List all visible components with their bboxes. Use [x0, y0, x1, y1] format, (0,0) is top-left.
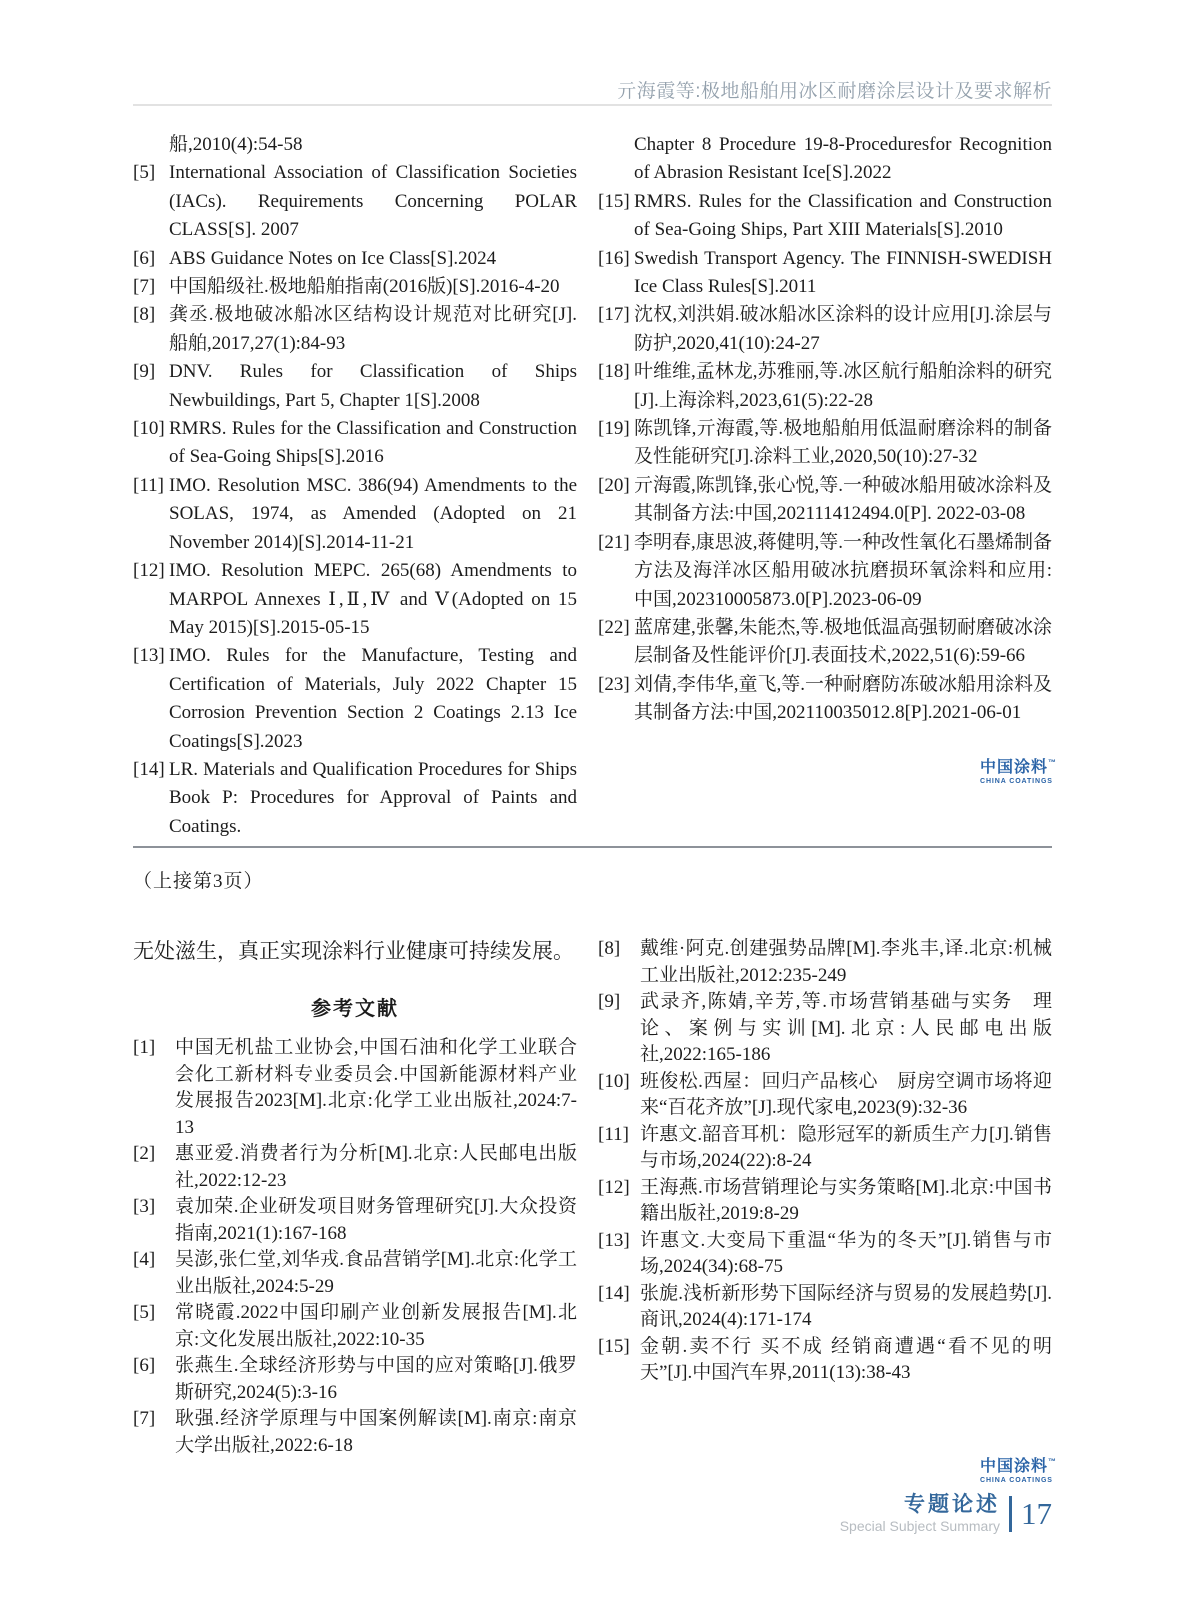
reference-text: International Association of Classification Societies (IACs). Requirements Concerning POLAR CLASS[S]. 2007: [169, 162, 577, 241]
page-number: 17: [1021, 1496, 1052, 1531]
reference-text: 刘倩,李伟华,童飞,等.一种耐磨防冻破冰船用涂料及其制备方法:中国,202110035012.8[P].2021-06-01: [634, 673, 1053, 724]
reference-text: 许惠文.韶音耳机：隐形冠军的新质生产力[J].销售与市场,2024(22):8-24: [640, 1123, 1052, 1171]
reference-item: [133, 1353, 577, 1406]
reference-item: [598, 989, 1052, 1069]
reference-text: 船,2010(4):54-58: [169, 134, 303, 155]
reference-item: [133, 415, 577, 472]
reference-text: 王海燕.市场营销理论与实务策略[M].北京:中国书籍出版社,2019:8-29: [640, 1176, 1052, 1224]
reference-number: [19]: [598, 418, 630, 440]
reference-number: [2]: [133, 1143, 156, 1164]
reference-list: [133, 131, 577, 841]
header-rule: [133, 104, 1052, 106]
reference-item: [598, 415, 1052, 472]
reference-item: [133, 301, 577, 358]
trademark-mark: ™: [1048, 1456, 1057, 1466]
reference-number: [8]: [133, 304, 156, 326]
reference-number: [21]: [598, 531, 630, 553]
reference-text: 张燕生.全球经济形势与中国的应对策略[J].俄罗斯研究,2024(5):3-16: [175, 1355, 577, 1403]
bottom-column-right: [598, 936, 1057, 1484]
reference-text: 蓝席建,张馨,朱能杰,等.极地低温高强韧耐磨破冰涂层制备及性能评价[J].表面技术,2022,51(6):59-66: [634, 616, 1053, 667]
reference-item: [133, 1247, 577, 1300]
reference-text: 张旎.浅析新形势下国际经济与贸易的发展趋势[J].商讯,2024(4):171-174: [640, 1282, 1052, 1330]
reference-number: [22]: [598, 616, 630, 638]
reference-number: [3]: [133, 1196, 156, 1217]
reference-list: [598, 131, 1052, 728]
footer-section-title-en: Special Subject Summary: [839, 1518, 1000, 1534]
reference-number: [6]: [133, 247, 156, 269]
reference-number: [8]: [598, 938, 621, 959]
reference-number: [12]: [598, 1176, 630, 1198]
reference-item: [133, 1035, 577, 1141]
reference-number: [15]: [598, 190, 630, 212]
reference-list: [598, 936, 1052, 1387]
reference-text: 袁加荣.企业研发项目财务管理研究[J].大众投资指南,2021(1):167-168: [175, 1196, 577, 1244]
reference-number: [16]: [598, 247, 630, 269]
reference-item: [133, 245, 577, 273]
logo-english-text: CHINA COATINGS: [980, 777, 1053, 785]
logo-english-text: CHINA COATINGS: [980, 1476, 1053, 1484]
footer-divider-bar: [1009, 1496, 1012, 1532]
references-heading: 参考文献: [311, 998, 399, 1020]
references-column-right: [598, 131, 1057, 841]
reference-item: [598, 188, 1052, 245]
logo-chinese-text: [980, 754, 1057, 777]
reference-item: [598, 529, 1052, 614]
reference-item: [133, 358, 577, 415]
reference-number: [11]: [598, 1123, 629, 1145]
reference-text: ABS Guidance Notes on Ice Class[S].2024: [169, 247, 497, 269]
reference-item: [133, 756, 577, 841]
reference-item: [133, 1300, 577, 1353]
reference-item: [133, 159, 577, 244]
china-coatings-logo: [980, 754, 1057, 785]
continued-from-note: （上接第3页）: [133, 871, 264, 892]
reference-text: 许惠文.大变局下重温“华为的冬天”[J].销售与市场,2024(34):68-75: [640, 1229, 1052, 1277]
reference-text: Swedish Transport Agency. The FINNISH-SWEDISH Ice Class Rules[S].2011: [634, 247, 1052, 298]
logo-chinese-text: [980, 1453, 1057, 1476]
reference-item: [598, 1228, 1052, 1281]
reference-item: [598, 1281, 1052, 1334]
reference-number: [6]: [133, 1355, 156, 1376]
reference-continuation: [133, 131, 577, 159]
reference-number: [4]: [133, 1249, 156, 1270]
logo-cn-label: 中国涂料: [980, 758, 1049, 776]
reference-number: [10]: [133, 418, 165, 440]
reference-number: [9]: [598, 991, 621, 1012]
references-column-left: [133, 131, 577, 841]
reference-number: [13]: [598, 1229, 630, 1251]
reference-number: [11]: [133, 474, 164, 496]
reference-number: [13]: [133, 645, 165, 667]
logo-cn-label: 中国涂料: [980, 1457, 1049, 1475]
reference-number: [7]: [133, 276, 156, 298]
reference-number: [14]: [133, 758, 165, 780]
reference-number: [12]: [133, 560, 165, 582]
trademark-mark: ™: [1048, 757, 1057, 767]
page-footer: [840, 1494, 1052, 1534]
reference-text: 沈权,刘洪娟.破冰船冰区涂料的设计应用[J].涂层与防护,2020,41(10):24-27: [634, 304, 1052, 354]
reference-number: [5]: [133, 162, 156, 184]
reference-number: [15]: [598, 1335, 630, 1357]
logo-wrapper: [598, 1453, 1057, 1484]
reference-item: [598, 1175, 1052, 1228]
reference-text: 常晓霞.2022中国印刷产业创新发展报告[M].北京:文化发展出版社,2022:10-35: [175, 1302, 577, 1350]
reference-text: 李明春,康思波,蒋健明,等.一种改性氧化石墨烯制备方法及海洋冰区船用破冰抗磨损环氧涂料和应用:中国,202310005873.0[P].2023-06-09: [634, 531, 1053, 610]
reference-item: [133, 642, 577, 756]
reference-text: 陈凯锋,亓海霞,等.极地船舶用低温耐磨涂料的制备及性能研究[J].涂料工业,2020,50(10):27-32: [634, 418, 1052, 468]
logo-wrapper: [598, 754, 1057, 785]
reference-text: 武录齐,陈婧,辛芳,等.市场营销基础与实务 理论、案例与实训[M].北京:人民邮电出版社,2022:165-186: [640, 991, 1052, 1065]
reference-number: [18]: [598, 361, 630, 383]
reference-item: [598, 671, 1052, 728]
reference-item: [598, 614, 1052, 671]
reference-item: [133, 472, 577, 557]
reference-item: [133, 1194, 577, 1247]
reference-text: RMRS. Rules for the Classification and Construction of Sea-Going Ships, Part XIII Materials[S].2010: [634, 190, 1052, 241]
reference-text: 龚丞.极地破冰船冰区结构设计规范对比研究[J].船舶,2017,27(1):84-93: [169, 304, 577, 354]
reference-item: [598, 1069, 1052, 1122]
reference-number: [5]: [133, 1302, 156, 1323]
reference-item: [133, 273, 577, 301]
reference-number: [17]: [598, 304, 630, 326]
reference-text: DNV. Rules for Classification of Ships Newbuildings, Part 5, Chapter 1[S].2008: [169, 361, 577, 411]
reference-item: [598, 245, 1052, 302]
reference-text: IMO. Resolution MSC. 386(94) Amendments to the SOLAS, 1974, as Amended (Adopted on 21 November 2014)[S].2014-11-21: [169, 474, 577, 553]
reference-text: RMRS. Rules for the Classification and Construction of Sea-Going Ships[S].2016: [169, 418, 577, 468]
reference-text: 耿强.经济学原理与中国案例解读[M].南京:南京大学出版社,2022:6-18: [175, 1408, 577, 1456]
reference-item: [598, 936, 1052, 989]
reference-item: [133, 1141, 577, 1194]
reference-text: 班俊松.西屋：回归产品核心 厨房空调市场将迎来“百花齐放”[J].现代家电,2023(9):32-36: [640, 1070, 1052, 1118]
reference-item: [598, 472, 1052, 529]
reference-text: IMO. Resolution MEPC. 265(68) Amendments to MARPOL Annexes Ⅰ,Ⅱ,Ⅳ and Ⅴ(Adopted on 15 May 2015)[S].2015-05-15: [169, 560, 577, 638]
reference-item: [133, 1406, 577, 1459]
running-header-title: 亓海霞等:极地船舶用冰区耐磨涂层设计及要求解析: [617, 81, 1052, 102]
reference-text: IMO. Rules for the Manufacture, Testing and Certification of Materials, July 2022 Chapter 15 Corrosion Prevention Section 2 Coatings 2.13 Ice Coatings[S].2023: [169, 645, 577, 752]
reference-item: [133, 557, 577, 642]
reference-item: [598, 358, 1052, 415]
reference-number: [7]: [133, 1408, 156, 1429]
top-references-section: [133, 131, 1057, 841]
reference-text: 中国船级社.极地船舶指南(2016版)[S].2016-4-20: [169, 276, 560, 298]
reference-number: [1]: [133, 1037, 156, 1058]
reference-text: 亓海霞,陈凯锋,张心悦,等.一种破冰船用破冰涂料及其制备方法:中国,202111412494.0[P]. 2022-03-08: [634, 474, 1053, 525]
footer-section-labels: [840, 1494, 1000, 1534]
reference-list: [133, 1035, 577, 1459]
reference-number: [23]: [598, 673, 630, 695]
bottom-column-left: [133, 936, 577, 1484]
reference-number: [9]: [133, 361, 156, 383]
reference-number: [14]: [598, 1282, 630, 1304]
reference-continuation: [598, 131, 1052, 188]
footer-section-title-cn: 专题论述: [904, 1493, 1000, 1516]
reference-text: 叶维维,孟林龙,苏雅丽,等.冰区航行船舶涂料的研究[J].上海涂料,2023,61(5):22-28: [634, 361, 1053, 411]
reference-number: [10]: [598, 1070, 630, 1092]
reference-item: [598, 301, 1052, 358]
bottom-article-section: [133, 936, 1057, 1484]
section-divider-rule: [133, 846, 1052, 848]
reference-text: LR. Materials and Qualification Procedures for Ships Book P: Procedures for Approval of Paints and Coatings.: [169, 758, 577, 837]
reference-text: 吴澎,张仁堂,刘华戎.食品营销学[M].北京:化学工业出版社,2024:5-29: [175, 1249, 577, 1297]
reference-text: 金朝.卖不行 买不成 经销商遭遇“看不见的明天”[J].中国汽车界,2011(13):38-43: [640, 1335, 1052, 1383]
china-coatings-logo: [980, 1453, 1057, 1484]
reference-text: 戴维·阿克.创建强势品牌[M].李兆丰,译.北京:机械工业出版社,2012:235-249: [640, 938, 1052, 986]
reference-item: [598, 1122, 1052, 1175]
body-paragraph: 无处滋生，真正实现涂料行业健康可持续发展。: [133, 939, 574, 963]
reference-item: [598, 1334, 1052, 1387]
reference-number: [20]: [598, 474, 630, 496]
reference-text: 中国无机盐工业协会,中国石油和化学工业联合会化工新材料专业委员会.中国新能源材料产业发展报告2023[M].北京:化学工业出版社,2024:7-13: [175, 1037, 577, 1138]
reference-text: 惠亚爱.消费者行为分析[M].北京:人民邮电出版社,2022:12-23: [175, 1143, 577, 1191]
reference-text: Chapter 8 Procedure 19-8-Proceduresfor Recognition of Abrasion Resistant Ice[S].2022: [634, 134, 1052, 184]
